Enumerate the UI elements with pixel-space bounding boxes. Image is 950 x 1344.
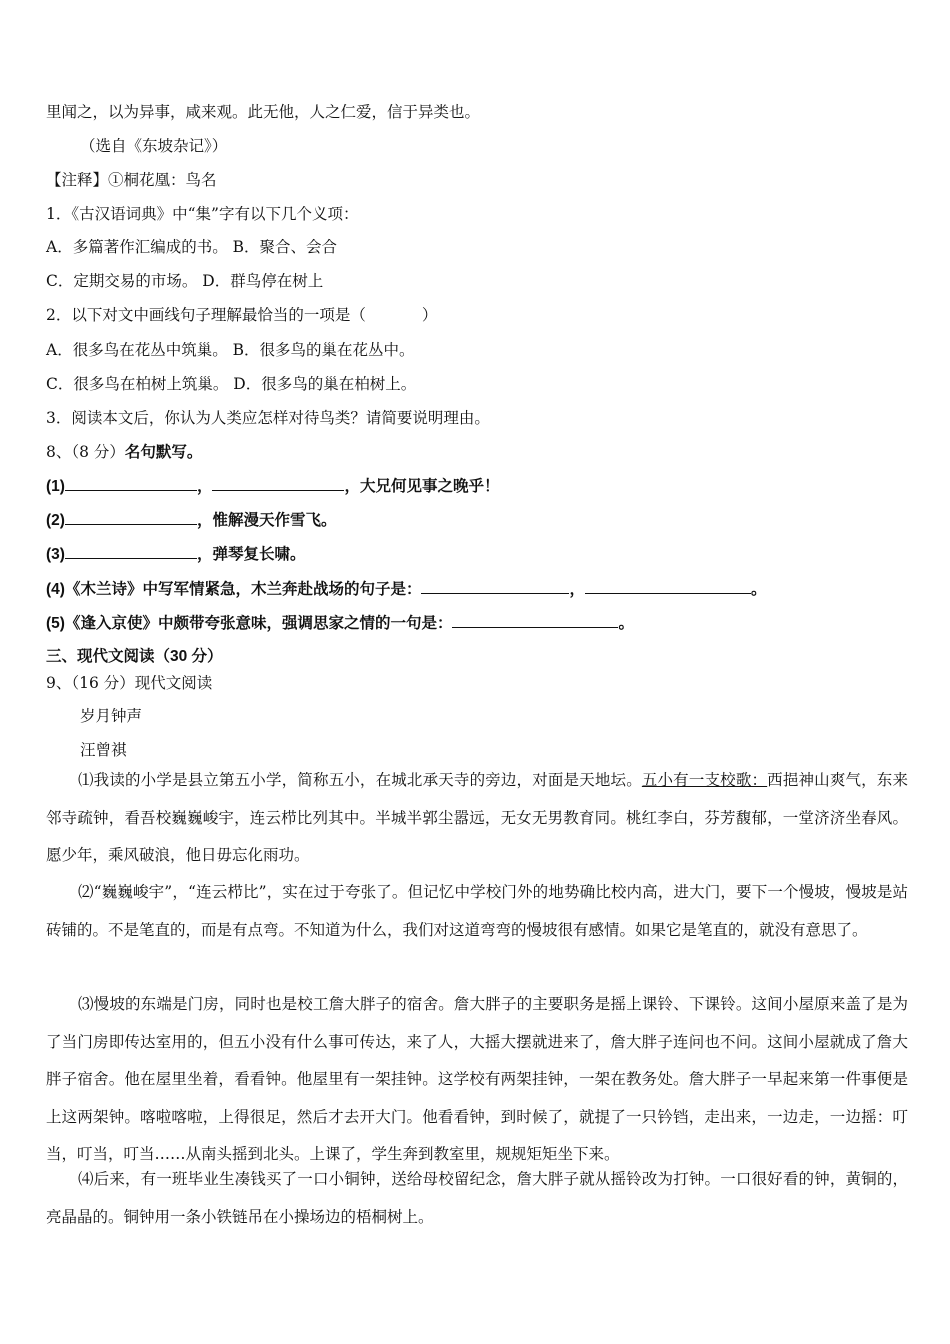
separator: ， [196, 478, 213, 495]
blank-line[interactable] [212, 476, 344, 491]
question-1: 1．《古汉语词典》中“集”字有以下几个义项： [46, 205, 359, 223]
paragraph-1 [46, 762, 908, 875]
blank-line[interactable] [65, 544, 197, 559]
blank-line[interactable] [585, 579, 751, 594]
essay-title: 岁月钟声 [80, 707, 143, 725]
option-row: C．很多鸟在柏树上筑巢。 D．很多鸟的巢在柏树上。 [46, 375, 417, 393]
option-row: A．很多鸟在花丛中筑巢。 B．很多鸟的巢在花丛中。 [46, 341, 415, 359]
period: 。 [750, 581, 767, 598]
paragraph-text: 西挹神山爽气，东来邻寺疏钟，看吾校巍巍峻宇，连云栉比列其中。半城半郭尘嚣远，无女无男教育同。桃红李白，芬芳馥郁，一堂济济坐春风。愿少年，乘风破浪，他日毋忘化雨功。 [46, 771, 908, 864]
verse-text: ，大兄何见事之晚乎！ [344, 478, 500, 495]
question-3: 3．阅读本文后，你认为人类应怎样对待鸟类？请简要说明理由。 [46, 409, 490, 427]
question-9: 9、（16 分）现代文阅读 [46, 674, 213, 692]
blank-line[interactable] [452, 613, 618, 628]
item-label: (2) [46, 512, 65, 529]
paragraph-4: ⑷后来，有一班毕业生凑钱买了一口小铜钟，送给母校留纪念，詹大胖子就从摇铃改为打钟。一口很好看的钟，黄铜的，亮晶晶的。铜钟用一条小铁链吊在小操场边的梧桐树上。 [46, 1170, 908, 1226]
question-2-text: 2．以下对文中画线句子理解最恰当的一项是（ [46, 306, 366, 324]
question-2 [46, 305, 910, 325]
question-8-number: 8、（8 分） [46, 443, 125, 461]
prompt-text: (4)《木兰诗》中写军情紧急，木兰奔赴战场的句子是： [46, 581, 422, 598]
question-8-header [46, 442, 910, 463]
verse-text: ，弹琴复长啸。 [196, 546, 306, 563]
period: 。 [618, 615, 634, 632]
question-2-close: ） [421, 306, 438, 324]
fill-blank-1 [46, 476, 910, 497]
option-row: C．定期交易的市场。 D．群鸟停在树上 [46, 272, 324, 290]
essay-author: 汪曾祺 [80, 741, 127, 759]
blank-line[interactable] [65, 476, 197, 491]
fill-blank-3 [46, 544, 910, 565]
fill-blank-2 [46, 510, 910, 531]
blank-line[interactable] [65, 510, 197, 525]
paragraph-3: ⑶慢坡的东端是门房，同时也是校工詹大胖子的宿舍。詹大胖子的主要职务是摇上课铃、下课铃。这间小屋原来盖了是为了当门房即传达室用的，但五小没有什么事可传达，来了人，大摇大摆就进来了，詹大胖子连问也不问。这间小屋就成了詹大胖子宿舍。他在屋里坐着，看看钟。他屋里有一架挂钟。这学校有两架挂钟，一架在教务处。詹大胖子一早起来第一件事便是上这两架钟。喀啦喀啦，上得很足，然后才去开大门。他看看钟，到时候了，就提了一只钤铛，走出来，一边走，一边摇：叮当，叮当，叮当……从南头摇到北头。上课了，学生奔到教室里，规规矩矩坐下来。 [46, 995, 908, 1163]
option-row: A．多篇著作汇编成的书。 B．聚合、会合 [46, 238, 338, 256]
text-line: 里闻之，以为异事，咸来观。此无他，人之仁爱，信于异类也。 [46, 103, 481, 121]
question-8-title: 名句默写。 [124, 444, 203, 461]
paragraph-text: ⑴我读的小学是县立第五小学，简称五小，在城北承天寺的旁边，对面是天地坛。 [78, 771, 642, 789]
prompt-text: (5)《逢入京使》中颇带夸张意味，强调思家之情的一句是： [46, 615, 453, 632]
verse-text: ，惟解漫天作雪飞。 [196, 512, 337, 529]
fill-blank-5 [46, 613, 910, 634]
source-citation: （选自《东坡杂记》） [80, 137, 228, 155]
item-label: (1) [46, 478, 65, 495]
separator: ， [569, 581, 585, 598]
fill-blank-4 [46, 579, 910, 600]
underlined-sentence: 五小有一支校歌： [641, 771, 768, 789]
item-label: (3) [46, 546, 65, 563]
section-heading: 三、现代文阅读（30 分） [46, 648, 223, 665]
annotation-note: 【注释】①桐花凰：鸟名 [46, 171, 217, 189]
blank-line[interactable] [421, 579, 569, 594]
paragraph-2: ⑵“巍巍峻宇”，“连云栉比”，实在过于夸张了。但记忆中学校门外的地势确比校内高，进大门，要下一个慢坡，慢坡是站砖铺的。不是笔直的，而是有点弯。不知道为什么，我们对这道弯弯的慢坡很有感情。如果它是笔直的，就没有意思了。 [46, 883, 908, 939]
